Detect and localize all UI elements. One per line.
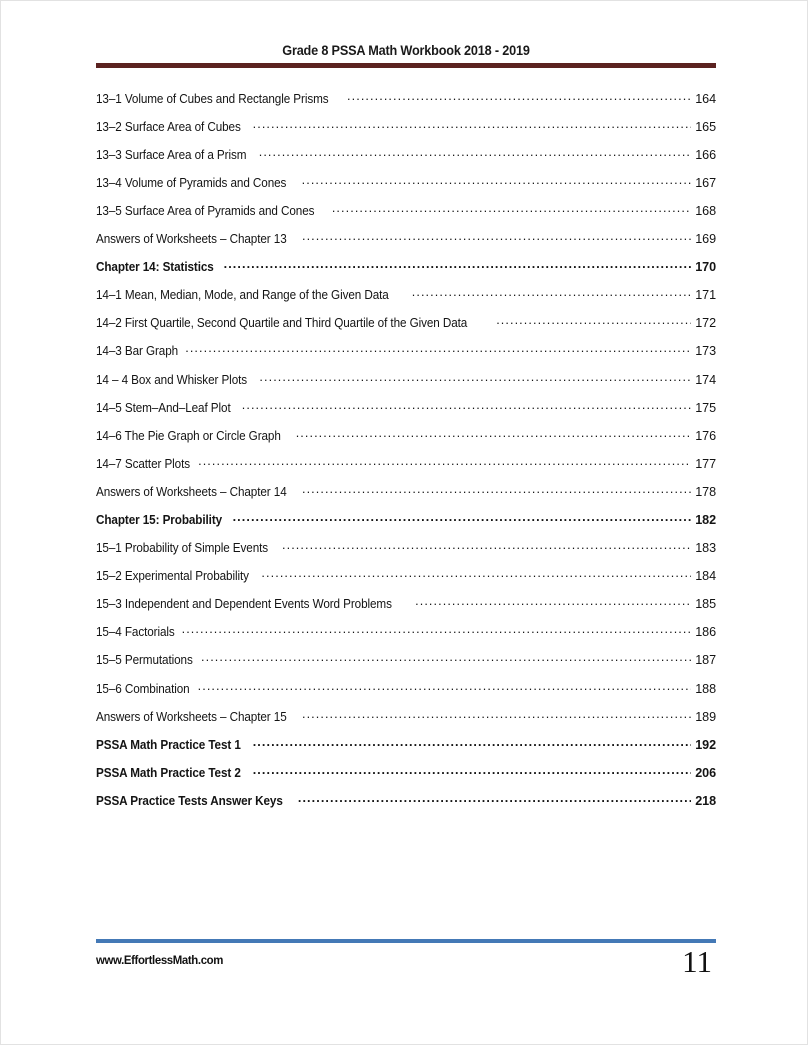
toc-entry-label: 15–4 Factorials	[96, 625, 175, 640]
toc-leader-dots	[347, 90, 691, 103]
toc-entry[interactable]	[96, 596, 716, 624]
header-title: Grade 8 PSSA Math Workbook 2018 - 2019	[282, 43, 530, 58]
page-footer	[96, 939, 716, 979]
toc-entry-label: 13–4 Volume of Pyramids and Cones	[96, 175, 287, 190]
footer-website: www.EffortlessMath.com	[96, 953, 224, 967]
toc-leader-dots	[182, 624, 691, 637]
toc-entry-page-number: 171	[695, 288, 716, 303]
toc-entry-page-number: 167	[695, 175, 716, 190]
toc-leader-dots	[415, 596, 691, 609]
toc-entry[interactable]	[96, 540, 716, 568]
toc-entry[interactable]	[96, 568, 716, 596]
toc-entry[interactable]	[96, 146, 716, 174]
footer-rule	[96, 939, 716, 943]
toc-leader-dots	[253, 118, 691, 131]
toc-leader-dots	[259, 146, 691, 159]
toc-entry[interactable]	[96, 792, 716, 820]
toc-entry[interactable]	[96, 287, 716, 315]
toc-entry-page-number: 218	[695, 793, 716, 808]
table-of-contents	[96, 90, 716, 820]
toc-entry-label: 14–7 Scatter Plots	[96, 456, 191, 471]
toc-entry[interactable]	[96, 202, 716, 230]
toc-leader-dots	[253, 764, 691, 777]
toc-leader-dots	[253, 736, 691, 749]
toc-entry-page-number: 182	[695, 513, 716, 527]
toc-entry-page-number: 165	[695, 119, 716, 134]
toc-leader-dots	[298, 792, 691, 805]
toc-leader-dots	[302, 174, 691, 187]
footer-page-number: 11	[682, 944, 712, 979]
toc-entry-page-number: 192	[695, 737, 716, 752]
toc-entry[interactable]	[96, 371, 716, 399]
toc-entry-label: 14–5 Stem–And–Leaf Plot	[96, 400, 231, 415]
toc-leader-dots	[496, 315, 691, 328]
toc-entry[interactable]	[96, 230, 716, 258]
toc-entry[interactable]	[96, 511, 716, 539]
toc-entry-label: Answers of Worksheets – Chapter 14	[96, 484, 287, 499]
footer-body	[96, 944, 716, 979]
toc-leader-dots	[198, 455, 691, 468]
toc-entry-page-number: 175	[695, 400, 716, 415]
toc-leader-dots	[332, 202, 691, 215]
toc-entry-label: 15–5 Permutations	[96, 653, 193, 668]
toc-entry[interactable]	[96, 118, 716, 146]
toc-entry-page-number: 185	[695, 597, 716, 612]
toc-entry[interactable]	[96, 399, 716, 427]
toc-entry-page-number: 186	[695, 625, 716, 640]
toc-leader-dots	[198, 680, 691, 693]
toc-entry-label: PSSA Math Practice Test 1	[96, 737, 241, 752]
toc-leader-dots	[296, 427, 691, 440]
toc-entry-page-number: 183	[695, 541, 716, 556]
toc-entry-label: PSSA Math Practice Test 2	[96, 765, 241, 780]
toc-entry-label: 13–2 Surface Area of Cubes	[96, 119, 241, 134]
toc-entry-page-number: 166	[695, 147, 716, 162]
toc-entry-label: 15–3 Independent and Dependent Events Word Problems	[96, 597, 392, 612]
toc-entry-label: Chapter 14: Statistics	[96, 260, 214, 275]
toc-entry-label: 14 – 4 Box and Whisker Plots	[96, 372, 248, 387]
toc-entry-label: PSSA Practice Tests Answer Keys	[96, 793, 283, 808]
toc-entry-page-number: 189	[695, 709, 716, 724]
toc-entry[interactable]	[96, 624, 716, 652]
toc-entry[interactable]	[96, 708, 716, 736]
toc-leader-dots	[302, 230, 691, 243]
toc-entry-label: 14–3 Bar Graph	[96, 344, 179, 359]
toc-leader-dots	[302, 483, 691, 496]
toc-entry-page-number: 173	[695, 344, 716, 359]
toc-entry-page-number: 164	[695, 91, 716, 106]
toc-entry-label: 15–2 Experimental Probability	[96, 569, 249, 584]
toc-leader-dots	[233, 511, 691, 524]
toc-entry-page-number: 187	[695, 653, 716, 668]
toc-leader-dots	[261, 568, 691, 581]
header-rule	[96, 63, 716, 68]
toc-leader-dots	[242, 399, 691, 412]
toc-entry-page-number: 170	[695, 260, 716, 275]
toc-entry[interactable]	[96, 680, 716, 708]
toc-leader-dots	[412, 287, 691, 300]
toc-entry[interactable]	[96, 736, 716, 764]
toc-leader-dots	[185, 343, 691, 356]
toc-leader-dots	[282, 540, 691, 553]
toc-entry-label: 13–5 Surface Area of Pyramids and Cones	[96, 203, 315, 218]
toc-entry-page-number: 176	[695, 428, 716, 443]
toc-leader-dots	[201, 652, 691, 665]
toc-entry-page-number: 174	[695, 372, 716, 387]
toc-entry-label: 15–1 Probability of Simple Events	[96, 541, 269, 556]
toc-entry-label: 14–1 Mean, Median, Mode, and Range of the Given Data	[96, 288, 389, 303]
toc-entry-label: Chapter 15: Probability	[96, 513, 223, 527]
toc-entry[interactable]	[96, 343, 716, 371]
toc-entry-page-number: 172	[695, 316, 716, 331]
page-header	[96, 43, 716, 68]
toc-entry-label: 15–6 Combination	[96, 681, 190, 696]
toc-entry-page-number: 184	[695, 569, 716, 584]
toc-entry[interactable]	[96, 427, 716, 455]
toc-entry-page-number: 188	[695, 681, 716, 696]
toc-entry[interactable]	[96, 174, 716, 202]
toc-entry[interactable]	[96, 259, 716, 287]
toc-entry[interactable]	[96, 764, 716, 792]
toc-leader-dots	[259, 371, 691, 384]
toc-entry-page-number: 169	[695, 232, 716, 247]
toc-entry[interactable]	[96, 315, 716, 343]
toc-entry-label: 14–2 First Quartile, Second Quartile and Third Quartile of the Given Data	[96, 316, 468, 331]
toc-leader-dots	[302, 708, 691, 721]
toc-entry[interactable]	[96, 652, 716, 680]
toc-entry[interactable]	[96, 90, 716, 118]
toc-entry-label: 13–3 Surface Area of a Prism	[96, 147, 247, 162]
toc-entry-label: 13–1 Volume of Cubes and Rectangle Prisms	[96, 91, 329, 106]
toc-entry-page-number: 178	[695, 484, 716, 499]
toc-entry-label: Answers of Worksheets – Chapter 15	[96, 709, 287, 724]
toc-entry-label: 14–6 The Pie Graph or Circle Graph	[96, 428, 281, 443]
toc-leader-dots	[224, 259, 691, 272]
toc-entry-page-number: 177	[695, 456, 716, 471]
toc-entry[interactable]	[96, 483, 716, 511]
toc-entry-label: Answers of Worksheets – Chapter 13	[96, 232, 287, 247]
toc-entry-page-number: 206	[695, 765, 716, 780]
toc-entry-page-number: 168	[695, 203, 716, 218]
toc-entry[interactable]	[96, 455, 716, 483]
